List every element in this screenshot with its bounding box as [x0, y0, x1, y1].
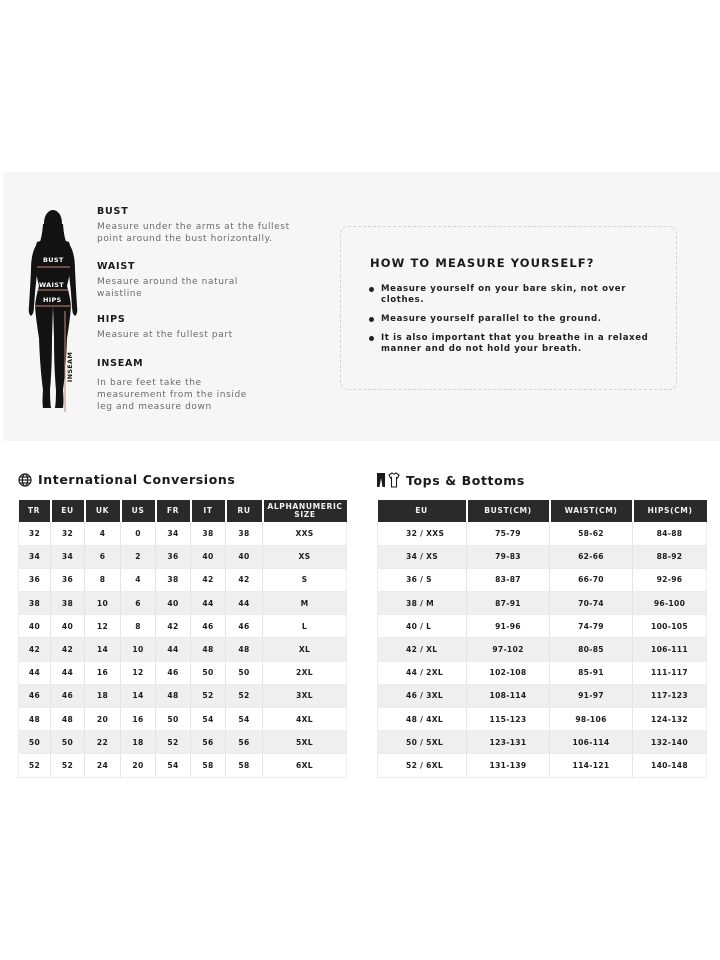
table-cell: 96-100 [633, 592, 707, 615]
table-cell: 58 [191, 754, 226, 777]
table-row [19, 708, 347, 731]
measure-item-bust [97, 206, 302, 245]
column-header-fr: FR [156, 500, 191, 522]
figure-label-waist: WAIST [39, 281, 64, 289]
measure-title: BUST [97, 206, 129, 217]
table-cell: 14 [85, 638, 121, 661]
table-cell: 106-111 [633, 638, 707, 661]
table-cell: XXS [263, 522, 347, 545]
table-cell: 50 [191, 661, 226, 684]
table-cell: 54 [191, 708, 226, 731]
table-cell: 62-66 [550, 545, 633, 568]
table-cell: 46 [226, 615, 263, 638]
table-cell: 38 [226, 522, 263, 545]
table-cell: 5XL [263, 731, 347, 754]
how-to-tips-list [369, 284, 669, 363]
table-cell: 4XL [263, 708, 347, 731]
table-cell: 111-117 [633, 661, 707, 684]
table-cell: 16 [85, 661, 121, 684]
table-cell: 132-140 [633, 731, 707, 754]
table-cell: 36 / S [378, 568, 467, 591]
column-header-tr: TR [19, 500, 51, 522]
table-cell: 52 / 6XL [378, 754, 467, 777]
table-cell: 34 [51, 545, 85, 568]
tip-item: It is also important that you breathe in a relaxed manner and do not hold your breath. [369, 333, 669, 355]
tops-bottoms-table [377, 500, 707, 778]
column-header-it: IT [191, 500, 226, 522]
globe-icon [18, 473, 32, 487]
table-header-row [19, 500, 347, 522]
table-cell: 58 [226, 754, 263, 777]
table-cell: 46 [156, 661, 191, 684]
column-header-hips: HIPS(CM) [633, 500, 707, 522]
table-cell: 14 [121, 684, 156, 707]
table-cell: 18 [121, 731, 156, 754]
table-row [378, 545, 707, 568]
table-cell: 38 [191, 522, 226, 545]
table-cell: 10 [85, 592, 121, 615]
table-cell: 32 [19, 522, 51, 545]
column-header-eu: EU [51, 500, 85, 522]
table-row [378, 615, 707, 638]
table-cell: 46 [191, 615, 226, 638]
table-cell: 42 / XL [378, 638, 467, 661]
table-cell: 36 [19, 568, 51, 591]
table-cell: 10 [121, 638, 156, 661]
bullet-icon [369, 287, 374, 292]
figure-label-bust: BUST [43, 256, 64, 264]
column-header-alphanumeric-size: ALPHANUMERIC SIZE [263, 500, 347, 522]
measure-desc: In bare feet take the measurement from the inside leg and measure down [97, 378, 247, 412]
table-cell: 40 [19, 615, 51, 638]
table-cell: 115-123 [467, 708, 550, 731]
table-cell: 52 [226, 684, 263, 707]
bullet-icon [369, 336, 374, 341]
measure-desc: Measure under the arms at the fullest point around the bust horizontally. [97, 222, 290, 244]
table-cell: 16 [121, 708, 156, 731]
table-row [19, 731, 347, 754]
table-cell: 3XL [263, 684, 347, 707]
table-cell: 40 [191, 545, 226, 568]
table-cell: 42 [191, 568, 226, 591]
table-cell: 50 [19, 731, 51, 754]
table-row [378, 661, 707, 684]
table-cell: XS [263, 545, 347, 568]
table-cell: 20 [121, 754, 156, 777]
table-cell: 2 [121, 545, 156, 568]
column-header-waist: WAIST(CM) [550, 500, 633, 522]
international-conversions-table [18, 500, 347, 778]
table-cell: S [263, 568, 347, 591]
table-cell: 42 [19, 638, 51, 661]
table-cell: 114-121 [550, 754, 633, 777]
measure-title: INSEAM [97, 358, 144, 369]
table-cell: 46 [51, 684, 85, 707]
section-title-text: International Conversions [38, 472, 236, 487]
measure-item-hips [97, 314, 297, 341]
table-cell: 46 / 3XL [378, 684, 467, 707]
table-cell: 91-96 [467, 615, 550, 638]
table-cell: 80-85 [550, 638, 633, 661]
measure-item-inseam [97, 358, 257, 413]
table-cell: 84-88 [633, 522, 707, 545]
table-row [19, 615, 347, 638]
table-cell: 38 [156, 568, 191, 591]
table-cell: 48 [156, 684, 191, 707]
table-cell: 123-131 [467, 731, 550, 754]
column-header-bust: BUST(CM) [467, 500, 550, 522]
table-row [378, 638, 707, 661]
table-cell: 102-108 [467, 661, 550, 684]
table-cell: 50 [156, 708, 191, 731]
table-cell: 52 [19, 754, 51, 777]
clothing-icon [376, 472, 400, 488]
table-cell: 38 [19, 592, 51, 615]
table-cell: 56 [191, 731, 226, 754]
table-cell: 131-139 [467, 754, 550, 777]
section-title-text: Tops & Bottoms [406, 472, 525, 488]
table-row [378, 522, 707, 545]
table-cell: 0 [121, 522, 156, 545]
table-cell: 40 [156, 592, 191, 615]
table-cell: 32 [51, 522, 85, 545]
table-cell: 44 [226, 592, 263, 615]
table-row [19, 638, 347, 661]
table-cell: 52 [51, 754, 85, 777]
measure-title: HIPS [97, 314, 126, 325]
table-row [378, 731, 707, 754]
table-cell: 98-106 [550, 708, 633, 731]
table-cell: 40 / L [378, 615, 467, 638]
table-cell: 88-92 [633, 545, 707, 568]
international-conversions-heading [18, 472, 235, 487]
table-cell: 24 [85, 754, 121, 777]
table-row [19, 684, 347, 707]
table-cell: 6 [121, 592, 156, 615]
table-cell: 48 [191, 638, 226, 661]
column-header-us: US [121, 500, 156, 522]
table-row [378, 568, 707, 591]
tops-bottoms-heading [376, 472, 525, 488]
table-cell: 79-83 [467, 545, 550, 568]
table-row [19, 545, 347, 568]
table-cell: 124-132 [633, 708, 707, 731]
table-cell: 38 [51, 592, 85, 615]
table-cell: M [263, 592, 347, 615]
table-cell: 46 [19, 684, 51, 707]
table-cell: 108-114 [467, 684, 550, 707]
table-cell: 20 [85, 708, 121, 731]
table-cell: XL [263, 638, 347, 661]
table-cell: 6 [85, 545, 121, 568]
table-cell: 54 [226, 708, 263, 731]
table-cell: 44 [156, 638, 191, 661]
table-cell: 42 [51, 638, 85, 661]
table-cell: 36 [156, 545, 191, 568]
table-cell: 48 [19, 708, 51, 731]
table-cell: 44 [191, 592, 226, 615]
table-cell: 58-62 [550, 522, 633, 545]
table-cell: 74-79 [550, 615, 633, 638]
table-row [378, 708, 707, 731]
table-cell: 66-70 [550, 568, 633, 591]
figure-label-hips: HIPS [43, 296, 62, 304]
table-cell: 44 [19, 661, 51, 684]
table-row [378, 592, 707, 615]
table-row [378, 754, 707, 777]
table-cell: 12 [85, 615, 121, 638]
table-cell: 52 [191, 684, 226, 707]
table-cell: 44 [51, 661, 85, 684]
body-silhouette-figure [25, 208, 85, 414]
table-cell: 50 [51, 731, 85, 754]
table-cell: 91-97 [550, 684, 633, 707]
table-cell: 54 [156, 754, 191, 777]
table-row [19, 754, 347, 777]
table-cell: 106-114 [550, 731, 633, 754]
table-cell: 12 [121, 661, 156, 684]
column-header-eu: EU [378, 500, 467, 522]
table-row [19, 522, 347, 545]
measure-title: WAIST [97, 261, 136, 272]
table-cell: 4 [85, 522, 121, 545]
table-cell: 75-79 [467, 522, 550, 545]
table-cell: 48 [226, 638, 263, 661]
table-cell: 8 [121, 615, 156, 638]
table-cell: 36 [51, 568, 85, 591]
table-cell: 40 [226, 545, 263, 568]
table-cell: 2XL [263, 661, 347, 684]
how-to-title: HOW TO MEASURE YOURSELF? [370, 256, 595, 270]
table-cell: 38 / M [378, 592, 467, 615]
table-cell: 4 [121, 568, 156, 591]
table-cell: 6XL [263, 754, 347, 777]
measure-desc: Measure at the fullest part [97, 330, 233, 340]
table-cell: 50 / 5XL [378, 731, 467, 754]
table-cell: 117-123 [633, 684, 707, 707]
table-cell: 8 [85, 568, 121, 591]
table-cell: 70-74 [550, 592, 633, 615]
table-cell: 140-148 [633, 754, 707, 777]
measure-item-waist [97, 261, 257, 300]
table-cell: 56 [226, 731, 263, 754]
table-cell: 34 [156, 522, 191, 545]
how-to-measure-box [340, 226, 677, 390]
table-cell: 83-87 [467, 568, 550, 591]
bullet-icon [369, 317, 374, 322]
table-cell: 42 [226, 568, 263, 591]
table-cell: 100-105 [633, 615, 707, 638]
table-cell: 32 / XXS [378, 522, 467, 545]
table-cell: 50 [226, 661, 263, 684]
table-row [19, 661, 347, 684]
table-cell: 44 / 2XL [378, 661, 467, 684]
table-header-row [378, 500, 707, 522]
table-cell: 40 [51, 615, 85, 638]
table-cell: 52 [156, 731, 191, 754]
column-header-uk: UK [85, 500, 121, 522]
tip-item: Measure yourself parallel to the ground. [369, 314, 669, 325]
figure-label-inseam: INSEAM [66, 351, 75, 383]
table-cell: L [263, 615, 347, 638]
table-cell: 92-96 [633, 568, 707, 591]
table-cell: 48 [51, 708, 85, 731]
table-cell: 97-102 [467, 638, 550, 661]
column-header-ru: RU [226, 500, 263, 522]
table-cell: 18 [85, 684, 121, 707]
table-cell: 22 [85, 731, 121, 754]
table-cell: 85-91 [550, 661, 633, 684]
table-cell: 48 / 4XL [378, 708, 467, 731]
tip-item: Measure yourself on your bare skin, not over clothes. [369, 284, 669, 306]
measure-desc: Mesaure around the natural waistline [97, 277, 239, 299]
table-row [19, 568, 347, 591]
table-cell: 34 / XS [378, 545, 467, 568]
table-row [378, 684, 707, 707]
table-cell: 34 [19, 545, 51, 568]
table-cell: 42 [156, 615, 191, 638]
table-cell: 87-91 [467, 592, 550, 615]
table-row [19, 592, 347, 615]
